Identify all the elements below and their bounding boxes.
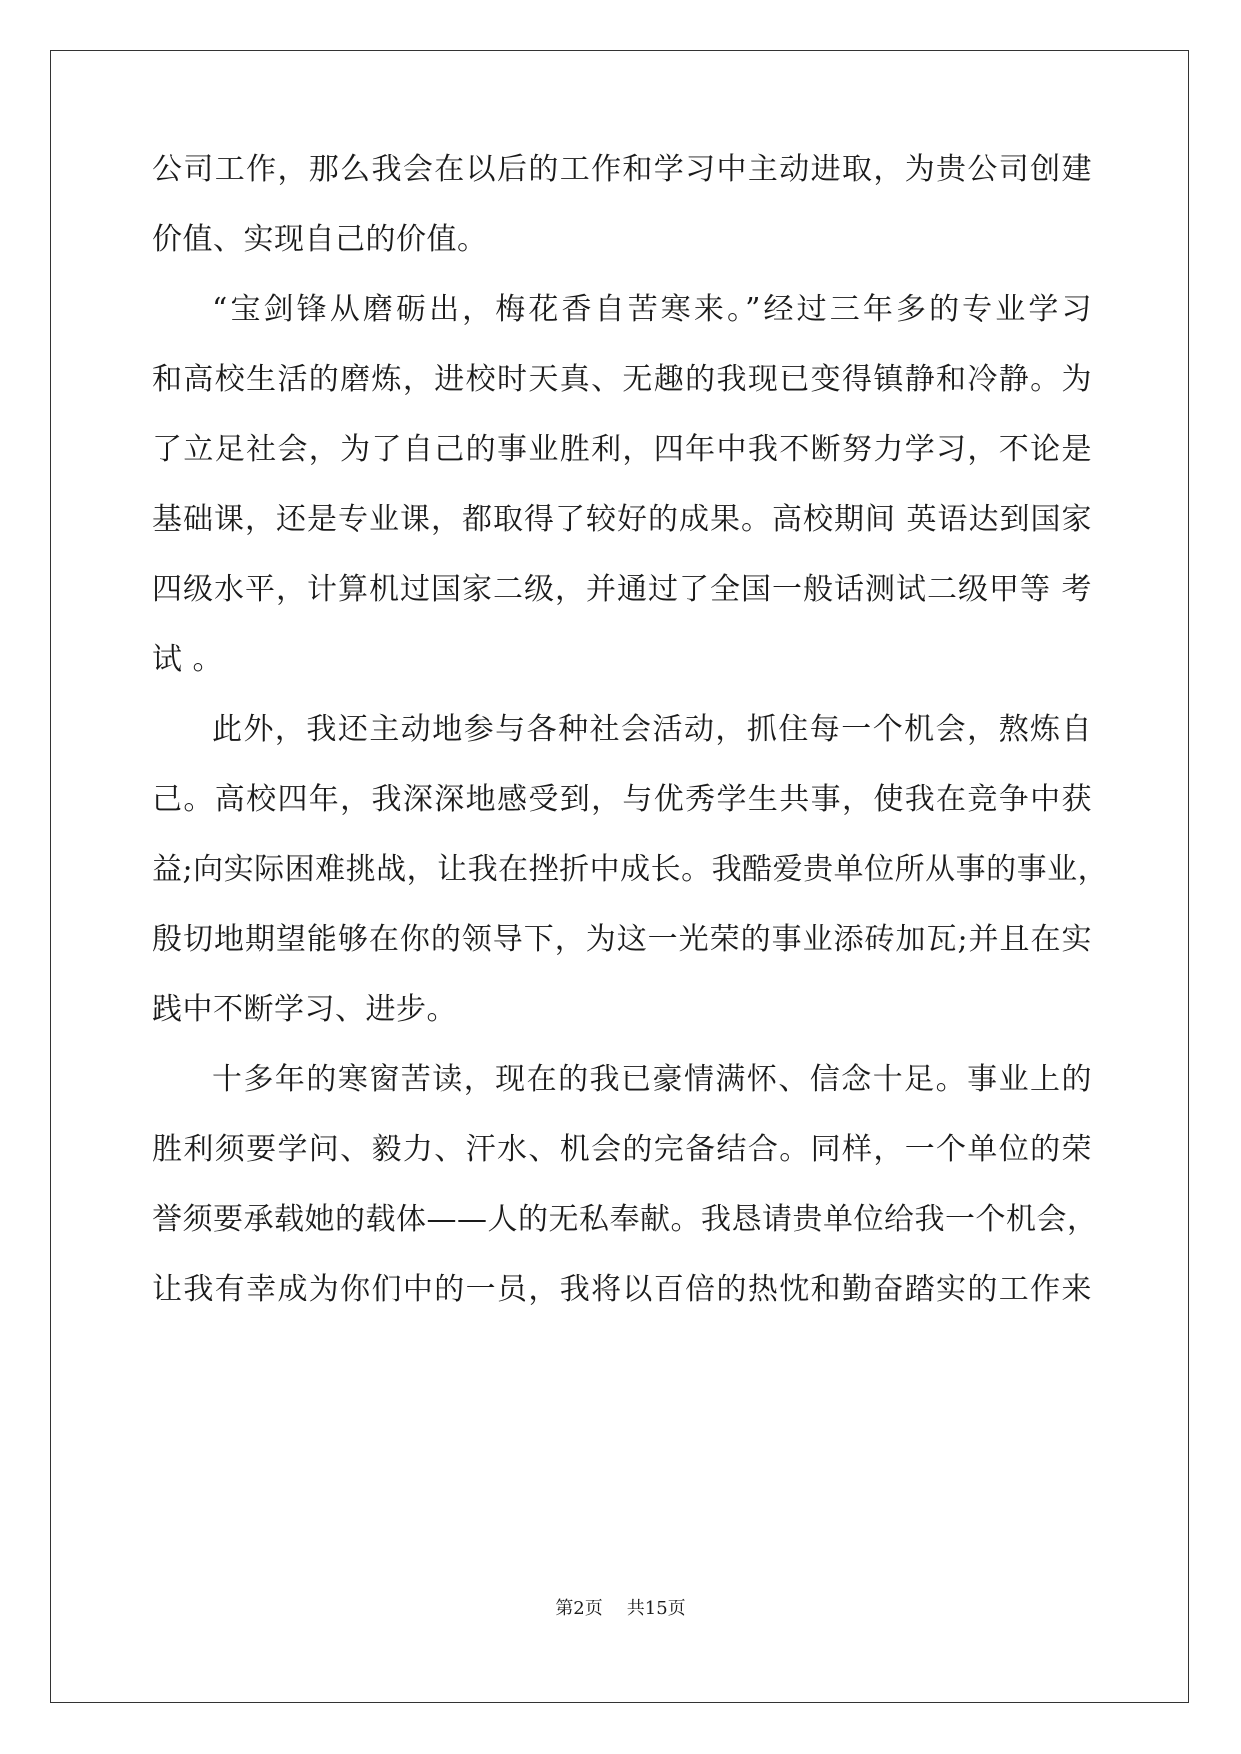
text-line: 十多年的寒窗苦读，现在的我已豪情满怀、信念十足。事业上的 [212, 1062, 1092, 1097]
text-line: 践中不断学习、进步。 [152, 992, 457, 1027]
text-line: 胜利须要学问、毅力、汗水、机会的完备结合。同样，一个单位的荣 [152, 1132, 1092, 1167]
text-line: 此外，我还主动地参与各种社会活动，抓住每一个机会，熬炼自 [212, 712, 1092, 747]
text-line: 己。高校四年，我深深地感受到，与优秀学生共事，使我在竞争中获 [152, 782, 1092, 817]
page-total: 共15页 [626, 1598, 686, 1619]
text-line: 益;向实际困难挑战，让我在挫折中成长。我酷爱贵单位所从事的事业， [152, 852, 1109, 887]
text-line: 了立足社会，为了自己的事业胜利，四年中我不断努力学习，不论是 [152, 432, 1092, 467]
page-number: 第2页 [555, 1598, 603, 1619]
page-footer [0, 1597, 1241, 1621]
text-line: 公司工作，那么我会在以后的工作和学习中主动进取，为贵公司创建 [152, 152, 1092, 187]
text-line: 四级水平，计算机过国家二级，并通过了全国一般话测试二级甲等 考 [152, 572, 1092, 607]
text-line: 价值、实现自己的价值。 [152, 222, 488, 257]
text-line: “宝剑锋从磨砺出，梅花香自苦寒来。”经过三年多的专业学习 [212, 292, 1092, 327]
text-line: 基础课，还是专业课，都取得了较好的成果。高校期间 英语达到国家 [152, 502, 1092, 537]
text-line: 誉须要承载她的载体——人的无私奉献。我恳请贵单位给我一个机会， [152, 1202, 1098, 1237]
text-line: 殷切地期望能够在你的领导下，为这一光荣的事业添砖加瓦;并且在实 [152, 922, 1092, 957]
text-line: 让我有幸成为你们中的一员，我将以百倍的热忱和勤奋踏实的工作来 [152, 1272, 1092, 1307]
text-line: 和高校生活的磨炼，进校时天真、无趣的我现已变得镇静和冷静。为 [152, 362, 1092, 397]
text-line: 试 。 [152, 642, 224, 677]
